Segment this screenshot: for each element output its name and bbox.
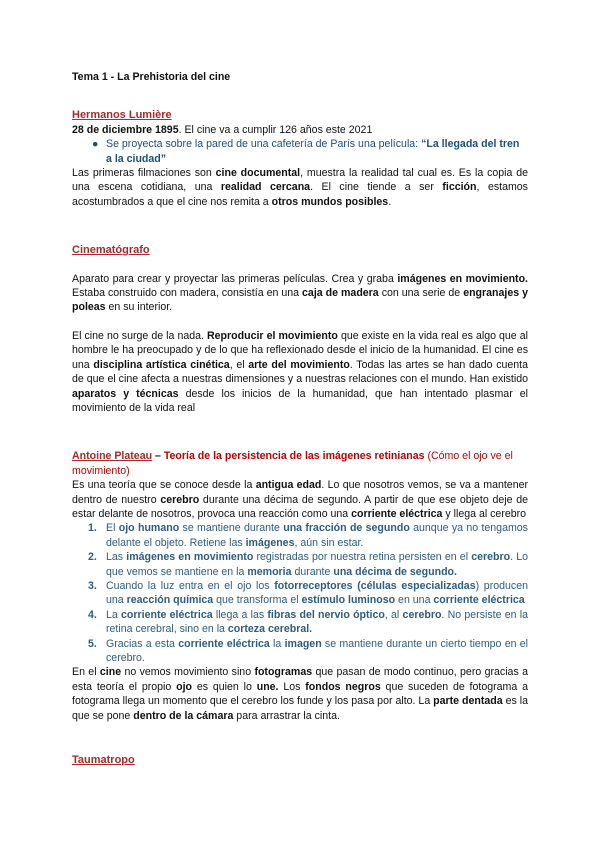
text-run: Cuando la luz entra en el ojo los [106, 579, 275, 592]
bold-text-run: aparatos y técnicas [72, 387, 179, 400]
text-run: en su interior. [105, 301, 173, 314]
text-run: que transforma el [213, 594, 302, 607]
step-text [106, 580, 528, 606]
plateau-paragraph-1 [72, 478, 528, 521]
bold-text-run: ojo [176, 680, 193, 693]
bold-text-run: corriente eléctrica [121, 608, 213, 621]
bold-text-run: una fracción de segundo [283, 522, 410, 535]
bold-text-run: cerebro [402, 608, 442, 621]
step-number: 5. [88, 637, 97, 650]
bold-text-run: disciplina artística cinética [93, 358, 230, 371]
bold-text-run: una décima de segundo. [333, 565, 457, 578]
bold-text-run: corriente eléctrica [178, 637, 270, 650]
plateau-steps-list [72, 521, 528, 665]
bold-text-run: imágenes [245, 536, 295, 549]
text-run: , el [229, 358, 249, 371]
text-run: en una [395, 594, 434, 607]
document-content [72, 70, 528, 767]
plateau-theory-note: (Cómo el ojo ve el movimiento) [72, 450, 513, 477]
bold-text-run: corriente eléctrica [351, 507, 443, 520]
plateau-paragraph-2 [72, 665, 528, 723]
text-run: , al [384, 608, 403, 621]
text-run: . El cine tiende a ser [310, 181, 443, 194]
bold-text-run: reacción química [126, 594, 214, 607]
bold-text-run: fibras del nervio óptico [267, 608, 385, 621]
section-heading-lumiere: Hermanos Lumière [72, 109, 172, 122]
text-run: para arrastrar la cinta. [233, 709, 340, 722]
list-item [88, 550, 529, 579]
plateau-heading [72, 449, 528, 478]
text-run: llega a las [212, 608, 268, 621]
text-run: . Lo que vemos se mantiene en la [106, 551, 529, 578]
step-number: 1. [88, 522, 97, 535]
text-run: se mantiene durante [179, 522, 284, 535]
step-number: 4. [88, 608, 97, 621]
section-heading-plateau: Antoine Plateau [72, 450, 153, 463]
text-run: La [106, 608, 122, 621]
bold-text-run: antigua edad [255, 479, 322, 492]
bold-text-run: arte del movimiento [248, 358, 350, 371]
step-text [106, 638, 528, 664]
cinematografo-paragraph-2 [72, 329, 528, 415]
bold-text-run: caja de madera [302, 287, 379, 300]
text-run: se mantiene durante un cierto tiempo en el cerebro. [106, 637, 528, 664]
list-item [88, 608, 528, 637]
text-run: que pasan de modo continuo, pero gracias a esta teoría el propio [72, 666, 528, 693]
bold-text-run: realidad cercana [220, 181, 311, 194]
bold-text-run: une. [256, 680, 279, 693]
section-heading-taumatropo: Taumatropo [72, 754, 135, 767]
text-run: desde los inicios de la humanidad, que han intentado plasmar el movimiento de la vida real [72, 387, 529, 414]
text-run: es la que se pone [72, 695, 528, 722]
step-number: 3. [88, 579, 97, 592]
step-text [106, 609, 528, 635]
text-run: con una serie de [378, 287, 464, 300]
bold-text-run: engranajes y poleas [72, 287, 529, 314]
text-run: que existe en la vida real es algo que al hombre le ha preocupado y de lo que ha reflexionado desde el inicio de la humanidad. El cine es una [72, 329, 528, 371]
step-number: 2. [88, 551, 97, 564]
bold-text-run: parte dentada [433, 695, 503, 708]
bold-text-run: fondos negros [305, 680, 381, 693]
bullet-dot-icon: ● [92, 138, 99, 151]
text-run: , muestra la realidad tal cual es. Es la copia de una escena cotidiana, una [72, 167, 528, 194]
step-text [106, 551, 528, 577]
plateau-theory: Teoría de la persistencia de las imágenes retinianas [163, 450, 425, 463]
text-run: no vemos movimiento sino [121, 666, 255, 679]
bold-text-run: Reproducir el movimiento [207, 329, 338, 342]
text-run: registradas por nuestra retina persisten en el [253, 551, 472, 564]
text-run: , estamos acostumbrados a que el cine nos remita a [72, 181, 528, 208]
text-run: Aparato para crear y proyectar las primeras películas. Crea y graba [72, 272, 398, 285]
text-run: aunque ya no tengamos delante el objeto. Retiene las [106, 522, 528, 549]
bold-text-run: cerebro [160, 493, 200, 506]
cinematografo-paragraph-1 [72, 272, 528, 315]
bold-text-run: estímulo luminoso [301, 594, 396, 607]
lumiere-bullet-text: Se proyecta sobre la pared de una cafetería de París una película: [106, 138, 422, 151]
text-run: que suceden de fotograma a fotograma llega un momento que el cerebro los funde y los pasa por alto. La [72, 680, 528, 708]
bold-text-run: fotorreceptores (células especializadas [274, 579, 476, 592]
text-run: El [106, 522, 119, 535]
bold-text-run: otros mundos posibles [271, 195, 389, 208]
section-heading-cinematografo: Cinematógrafo [72, 244, 150, 257]
lumiere-date [72, 123, 528, 137]
bold-text-run: cine [99, 666, 122, 679]
bold-text-run: corriente eléctrica [433, 594, 525, 607]
lumiere-bullet-bold: “La llegada del tren a la ciudad” [106, 138, 520, 165]
lumiere-date-bold: 28 de diciembre 1895 [72, 123, 179, 136]
text-run: durante [291, 565, 334, 578]
bold-text-run: imágenes en movimiento [126, 551, 254, 564]
bold-text-run: cerebro [471, 551, 511, 564]
list-item [88, 637, 528, 666]
doc-title: Tema 1 - La Prehistoria del cine [72, 71, 231, 83]
text-run: . Lo que nosotros vemos, se va a mantener dentro de nuestro [72, 479, 529, 506]
step-text [106, 522, 528, 548]
text-run: El cine no surge de la nada. [72, 329, 208, 342]
text-run: ) producen una [106, 579, 528, 607]
bold-text-run: memoria [247, 565, 292, 578]
text-run: Gracias a esta [106, 637, 179, 650]
lumiere-paragraph [72, 166, 528, 209]
text-run: Es una teoría que se conoce desde la [72, 479, 256, 492]
list-item [88, 521, 528, 550]
bold-text-run: ojo humano [118, 522, 180, 535]
text-run: . [388, 195, 392, 208]
bold-text-run: imágenes en movimiento. [397, 272, 529, 285]
bold-text-run: imagen [284, 637, 322, 650]
text-run: y llega al cerebro [442, 507, 527, 520]
text-run: la [269, 637, 285, 650]
lumiere-date-rest: . El cine va a cumplir 126 años este 2021 [178, 123, 373, 136]
text-run: En el [72, 666, 100, 679]
bold-text-run: dentro de la cámara [133, 709, 234, 722]
text-run: , aún sin estar. [294, 536, 364, 549]
bold-text-run: ficción [442, 181, 477, 194]
lumiere-bullet-list [72, 137, 528, 166]
plateau-dash: – [152, 450, 164, 463]
text-run: Las primeras filmaciones son [72, 167, 216, 180]
text-run: es quien lo [192, 680, 257, 693]
bold-text-run: corteza cerebral. [227, 623, 313, 636]
text-run: Las [106, 551, 127, 564]
list-item [92, 137, 528, 166]
bold-text-run: fotogramas [254, 666, 313, 679]
list-item [88, 579, 528, 608]
text-run: Los [278, 680, 306, 693]
text-run: . No persiste en la retina cerebral, sino en la [106, 608, 528, 636]
text-run: Estaba construido con madera, consistía en una [72, 287, 303, 300]
bold-text-run: cine documental [215, 167, 301, 180]
text-run: durante una décima de segundo. A partir de que ese objeto deje de estar delante de nosotros, provoca una reacción como una [72, 493, 528, 520]
text-run: . Todas las artes se han dado cuenta de que el cine afecta a nuestras dimensiones y a nuestras relaciones con el mundo. Han existido [72, 358, 529, 386]
